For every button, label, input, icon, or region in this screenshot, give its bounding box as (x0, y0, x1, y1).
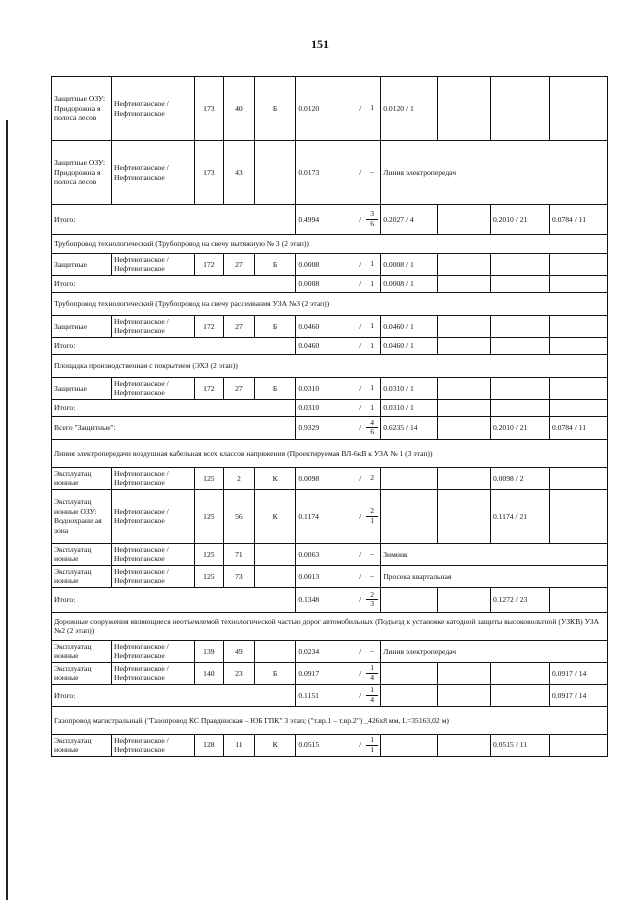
category-cell: Эксплуатац ионные ОЗУ: Водоохрани ая зона (52, 489, 112, 543)
section-title: Дорожные сооружения являющиеся неотъемлемой технологической частью дорог автомобильных (Подъезд к установке катодной защиты высоковольтной (УЗКВ) УЗА №2 (2 этап)) (52, 612, 608, 640)
value-cell (438, 684, 491, 706)
forestry-cell: Нефтеюганское / Нефтеюганское (112, 254, 195, 276)
count-bottom: 1 (370, 744, 375, 754)
count-bottom: 6 (370, 219, 375, 228)
count-fraction (366, 686, 378, 704)
table-row (52, 77, 608, 141)
count-fraction (366, 210, 378, 228)
class-cell (254, 141, 295, 205)
allotment-cell: 27 (223, 377, 254, 399)
value-cell: 0.0120 / 1 (381, 77, 438, 141)
value-cell: 0.0460 / 1 (381, 337, 438, 354)
allotment-cell: 23 (223, 662, 254, 684)
allotment-cell: 56 (223, 489, 254, 543)
fraction-slash: / (359, 279, 362, 289)
count-fraction (366, 664, 378, 682)
value-cell: 0.0008 / 1 (381, 275, 438, 292)
category-cell: Защитные ОЗУ: Придорожна я полоса лесов (52, 141, 112, 205)
area-cell (296, 141, 381, 205)
area-cell (296, 337, 381, 354)
count-top: 1 (366, 664, 378, 674)
area-value: 0.0310 (298, 403, 320, 413)
value-cell: 0.1174 / 21 (490, 489, 549, 543)
forestry-cell: Нефтеюганское / Нефтеюганское (112, 543, 195, 565)
area-cell (296, 587, 381, 612)
value-cell: 0.0917 / 14 (549, 684, 607, 706)
category-cell: Эксплуатац ионные (52, 734, 112, 756)
value-cell: 0.0784 / 11 (549, 205, 607, 235)
section-title: Линия электропередачи воздушная кабельная всех классов напряжения (Проектируемая ВЛ-6кВ к УЗА № 1 (3 этап)) (52, 439, 608, 467)
area-value: 0.0234 (298, 646, 320, 656)
class-cell: К (254, 467, 295, 489)
fraction-slash: / (359, 690, 362, 700)
count-top: 1 (370, 340, 375, 350)
count-fraction (366, 572, 378, 581)
area-value: 0.4994 (298, 214, 320, 224)
value-cell (549, 734, 607, 756)
value-cell (438, 377, 491, 399)
area-value: 0.1151 (298, 690, 319, 700)
value-cell (438, 315, 491, 337)
class-cell: Б (254, 77, 295, 141)
count-top: – (370, 570, 375, 580)
section-row (52, 235, 608, 254)
table-row (52, 489, 608, 543)
area-cell (296, 254, 381, 276)
section-row (52, 292, 608, 315)
category-cell: Эксплуатац ионные (52, 543, 112, 565)
count-fraction (366, 550, 378, 559)
fraction-slash: / (359, 571, 362, 581)
area-value: 0.1174 (298, 511, 319, 521)
value-cell: 0.2010 / 21 (490, 416, 549, 439)
quarter-cell: 125 (194, 467, 223, 489)
count-fraction (366, 736, 378, 754)
area-cell (296, 684, 381, 706)
fraction-slash: / (359, 646, 362, 656)
class-cell: Б (254, 254, 295, 276)
value-cell: 0.0917 / 14 (549, 662, 607, 684)
fraction-slash: / (359, 511, 362, 521)
forestry-cell: Нефтеюганское / Нефтеюганское (112, 734, 195, 756)
count-top: – (370, 167, 375, 177)
note-cell: Просека квартальная (381, 565, 608, 587)
section-row (52, 706, 608, 734)
allotment-cell: 27 (223, 315, 254, 337)
count-fraction (366, 404, 378, 413)
value-cell (490, 377, 549, 399)
table-row (52, 315, 608, 337)
value-cell (381, 587, 438, 612)
value-cell (438, 77, 491, 141)
area-value: 0.0917 (298, 668, 320, 678)
quarter-cell: 140 (194, 662, 223, 684)
value-cell (549, 254, 607, 276)
allotment-cell: 43 (223, 141, 254, 205)
count-fraction (366, 280, 378, 289)
value-cell: 0.1272 / 23 (490, 587, 549, 612)
category-cell: Эксплуатац ионные (52, 662, 112, 684)
value-cell (381, 684, 438, 706)
area-value: 0.0515 (298, 740, 320, 750)
value-cell (549, 275, 607, 292)
total-label: Итого: (52, 587, 296, 612)
value-cell: 0.0784 / 11 (549, 416, 607, 439)
total-label: Итого: (52, 275, 296, 292)
count-top: 1 (366, 736, 378, 746)
section-row (52, 439, 608, 467)
count-bottom: 6 (370, 427, 375, 437)
area-value: 0.0173 (298, 167, 320, 177)
area-cell (296, 377, 381, 399)
quarter-cell: 172 (194, 377, 223, 399)
count-bottom: 1 (370, 515, 375, 525)
fraction-slash: / (359, 740, 362, 750)
fraction-slash: / (359, 423, 362, 433)
forestry-cell: Нефтеюганское / Нефтеюганское (112, 662, 195, 684)
area-value: 0.0460 (298, 341, 320, 351)
value-cell (438, 467, 491, 489)
total-label: Итого: (52, 337, 296, 354)
margin-binding-mark (6, 120, 8, 900)
allotment-cell: 49 (223, 640, 254, 662)
value-cell: 0.0310 / 1 (381, 377, 438, 399)
area-cell (296, 734, 381, 756)
class-cell (254, 565, 295, 587)
value-cell (438, 337, 491, 354)
forestry-cell: Нефтеюганское / Нефтеюганское (112, 489, 195, 543)
value-cell (549, 77, 607, 141)
count-fraction (366, 104, 378, 113)
category-cell: Защитные (52, 377, 112, 399)
value-cell (381, 734, 438, 756)
area-cell (296, 205, 381, 235)
table-row (52, 734, 608, 756)
count-top: 2 (366, 591, 378, 601)
count-top: 1 (370, 321, 375, 331)
count-fraction (366, 507, 378, 525)
fraction-slash: / (359, 473, 362, 483)
count-fraction (366, 260, 378, 269)
value-cell (549, 489, 607, 543)
category-cell: Защитные (52, 254, 112, 276)
value-cell (438, 275, 491, 292)
category-cell: Защитные (52, 315, 112, 337)
fraction-slash: / (359, 403, 362, 413)
count-fraction (366, 168, 378, 177)
table-row (52, 254, 608, 276)
count-top: 4 (366, 419, 378, 429)
total-label: Итого: (52, 684, 296, 706)
value-cell (381, 489, 438, 543)
quarter-cell: 128 (194, 734, 223, 756)
forestry-cell: Нефтеюганское / Нефтеюганское (112, 377, 195, 399)
class-cell: К (254, 734, 295, 756)
table-row (52, 640, 608, 662)
value-cell (438, 662, 491, 684)
area-cell (296, 489, 381, 543)
total-row (52, 587, 608, 612)
count-bottom: 3 (370, 599, 375, 609)
value-cell (490, 399, 549, 416)
section-title: Трубопровод технологический (Трубопровод на свечу рассеивания УЗА №3 (2 этап)) (52, 292, 608, 315)
value-cell: 0.2027 / 4 (381, 205, 438, 235)
count-top: – (370, 548, 375, 558)
value-cell: 0.0008 / 1 (381, 254, 438, 276)
value-cell (438, 399, 491, 416)
value-cell (438, 254, 491, 276)
category-cell: Эксплуатац ионные (52, 565, 112, 587)
area-value: 0.0120 (298, 103, 320, 113)
value-cell (549, 337, 607, 354)
count-top: 1 (370, 278, 375, 288)
value-cell (549, 377, 607, 399)
value-cell (438, 416, 491, 439)
area-cell (296, 565, 381, 587)
section-row (52, 612, 608, 640)
fraction-slash: / (359, 668, 362, 678)
forestry-cell: Нефтеюганское / Нефтеюганское (112, 77, 195, 141)
allotment-cell: 40 (223, 77, 254, 141)
forestry-cell: Нефтеюганское / Нефтеюганское (112, 467, 195, 489)
value-cell (381, 662, 438, 684)
count-fraction (366, 322, 378, 331)
total-row (52, 275, 608, 292)
allotment-cell: 2 (223, 467, 254, 489)
value-cell (490, 684, 549, 706)
total-row (52, 684, 608, 706)
class-cell: К (254, 489, 295, 543)
total-row (52, 416, 608, 439)
fraction-slash: / (359, 214, 362, 224)
total-row (52, 205, 608, 235)
note-cell: Линия электропередач (381, 141, 608, 205)
total-label: Всего "Защитные": (52, 416, 296, 439)
value-cell (490, 254, 549, 276)
section-title: Площадка производственная с покрытием (ЭХЗ (2 этап)) (52, 354, 608, 377)
count-fraction (366, 474, 378, 483)
count-top: 1 (370, 259, 375, 269)
value-cell: 0.0098 / 2 (490, 467, 549, 489)
value-cell (549, 315, 607, 337)
page-number: 151 (311, 37, 329, 51)
section-title: Трубопровод технологический (Трубопровод на свечу вытяжную № 3 (2 этап)) (52, 235, 608, 254)
fraction-slash: / (359, 341, 362, 351)
allotment-cell: 71 (223, 543, 254, 565)
total-label: Итого: (52, 399, 296, 416)
fraction-slash: / (359, 259, 362, 269)
quarter-cell: 125 (194, 543, 223, 565)
value-cell (381, 467, 438, 489)
area-cell (296, 640, 381, 662)
count-fraction (366, 342, 378, 351)
quarter-cell: 173 (194, 77, 223, 141)
quarter-cell: 125 (194, 489, 223, 543)
area-value: 0.0063 (298, 549, 320, 559)
quarter-cell: 125 (194, 565, 223, 587)
value-cell (438, 587, 491, 612)
area-value: 0.0013 (298, 571, 320, 581)
count-top: 1 (366, 686, 378, 696)
forestry-cell: Нефтеюганское / Нефтеюганское (112, 565, 195, 587)
total-row (52, 337, 608, 354)
fraction-slash: / (359, 595, 362, 605)
category-cell: Эксплуатац ионные (52, 467, 112, 489)
table-row (52, 543, 608, 565)
count-top: 1 (370, 402, 375, 412)
quarter-cell: 173 (194, 141, 223, 205)
value-cell (490, 662, 549, 684)
value-cell (549, 399, 607, 416)
area-cell (296, 77, 381, 141)
allotment-cell: 11 (223, 734, 254, 756)
count-top: 1 (370, 103, 375, 113)
table-row (52, 565, 608, 587)
value-cell (549, 587, 607, 612)
area-cell (296, 662, 381, 684)
forestry-cell: Нефтеюганское / Нефтеюганское (112, 315, 195, 337)
area-value: 0.0098 (298, 473, 320, 483)
count-bottom: 4 (370, 694, 375, 704)
area-value: 0.9329 (298, 423, 320, 433)
quarter-cell: 172 (194, 315, 223, 337)
value-cell (438, 734, 491, 756)
fraction-slash: / (359, 167, 362, 177)
value-cell (438, 489, 491, 543)
fraction-slash: / (359, 383, 362, 393)
quarter-cell: 172 (194, 254, 223, 276)
class-cell (254, 640, 295, 662)
count-top: 1 (370, 383, 375, 393)
section-title: Газопровод магистральный ("Газопровод КС Правдинская – ЮБ ГПК" 3 этап; ("т.вр.1 – т.вр.2") _426x8 мм, L=35163,02 м) (52, 706, 608, 734)
count-top: 3 (366, 210, 378, 220)
area-value: 0.0008 (298, 279, 320, 289)
forest-allocation-table (51, 76, 608, 757)
note-cell: Линия электропередач (381, 640, 608, 662)
area-cell (296, 467, 381, 489)
count-top: 2 (370, 473, 375, 483)
fraction-slash: / (359, 549, 362, 559)
count-fraction (366, 647, 378, 656)
value-cell (549, 467, 607, 489)
area-cell (296, 315, 381, 337)
area-cell (296, 416, 381, 439)
fraction-slash: / (359, 103, 362, 113)
value-cell: 0.0310 / 1 (381, 399, 438, 416)
table-row (52, 662, 608, 684)
total-row (52, 399, 608, 416)
category-cell: Защитные ОЗУ: Придорожна я полоса лесов (52, 77, 112, 141)
value-cell (490, 275, 549, 292)
total-label: Итого: (52, 205, 296, 235)
forestry-cell: Нефтеюганское / Нефтеюганское (112, 640, 195, 662)
count-fraction (366, 419, 378, 437)
value-cell: 0.6235 / 14 (381, 416, 438, 439)
quarter-cell: 139 (194, 640, 223, 662)
area-cell (296, 399, 381, 416)
area-value: 0.1348 (298, 595, 320, 605)
count-top: – (370, 645, 375, 655)
class-cell (254, 543, 295, 565)
table-row (52, 467, 608, 489)
fraction-slash: / (359, 321, 362, 331)
count-fraction (366, 384, 378, 393)
category-cell: Эксплуатац ионные (52, 640, 112, 662)
allotment-cell: 27 (223, 254, 254, 276)
value-cell (438, 205, 491, 235)
count-fraction (366, 591, 378, 609)
area-value: 0.0460 (298, 321, 320, 331)
area-value: 0.0008 (298, 259, 320, 269)
value-cell: 0.0515 / 11 (490, 734, 549, 756)
value-cell (490, 315, 549, 337)
forestry-cell: Нефтеюганское / Нефтеюганское (112, 141, 195, 205)
area-cell (296, 275, 381, 292)
note-cell: Зимник (381, 543, 608, 565)
value-cell (490, 77, 549, 141)
section-row (52, 354, 608, 377)
value-cell (490, 337, 549, 354)
count-top: 2 (366, 507, 378, 517)
value-cell: 0.0460 / 1 (381, 315, 438, 337)
area-cell (296, 543, 381, 565)
allotment-cell: 73 (223, 565, 254, 587)
table-row (52, 141, 608, 205)
class-cell: Б (254, 662, 295, 684)
class-cell: Б (254, 377, 295, 399)
class-cell: Б (254, 315, 295, 337)
count-bottom: 4 (370, 672, 375, 682)
value-cell: 0.2010 / 21 (490, 205, 549, 235)
table-row (52, 377, 608, 399)
area-value: 0.0310 (298, 383, 320, 393)
